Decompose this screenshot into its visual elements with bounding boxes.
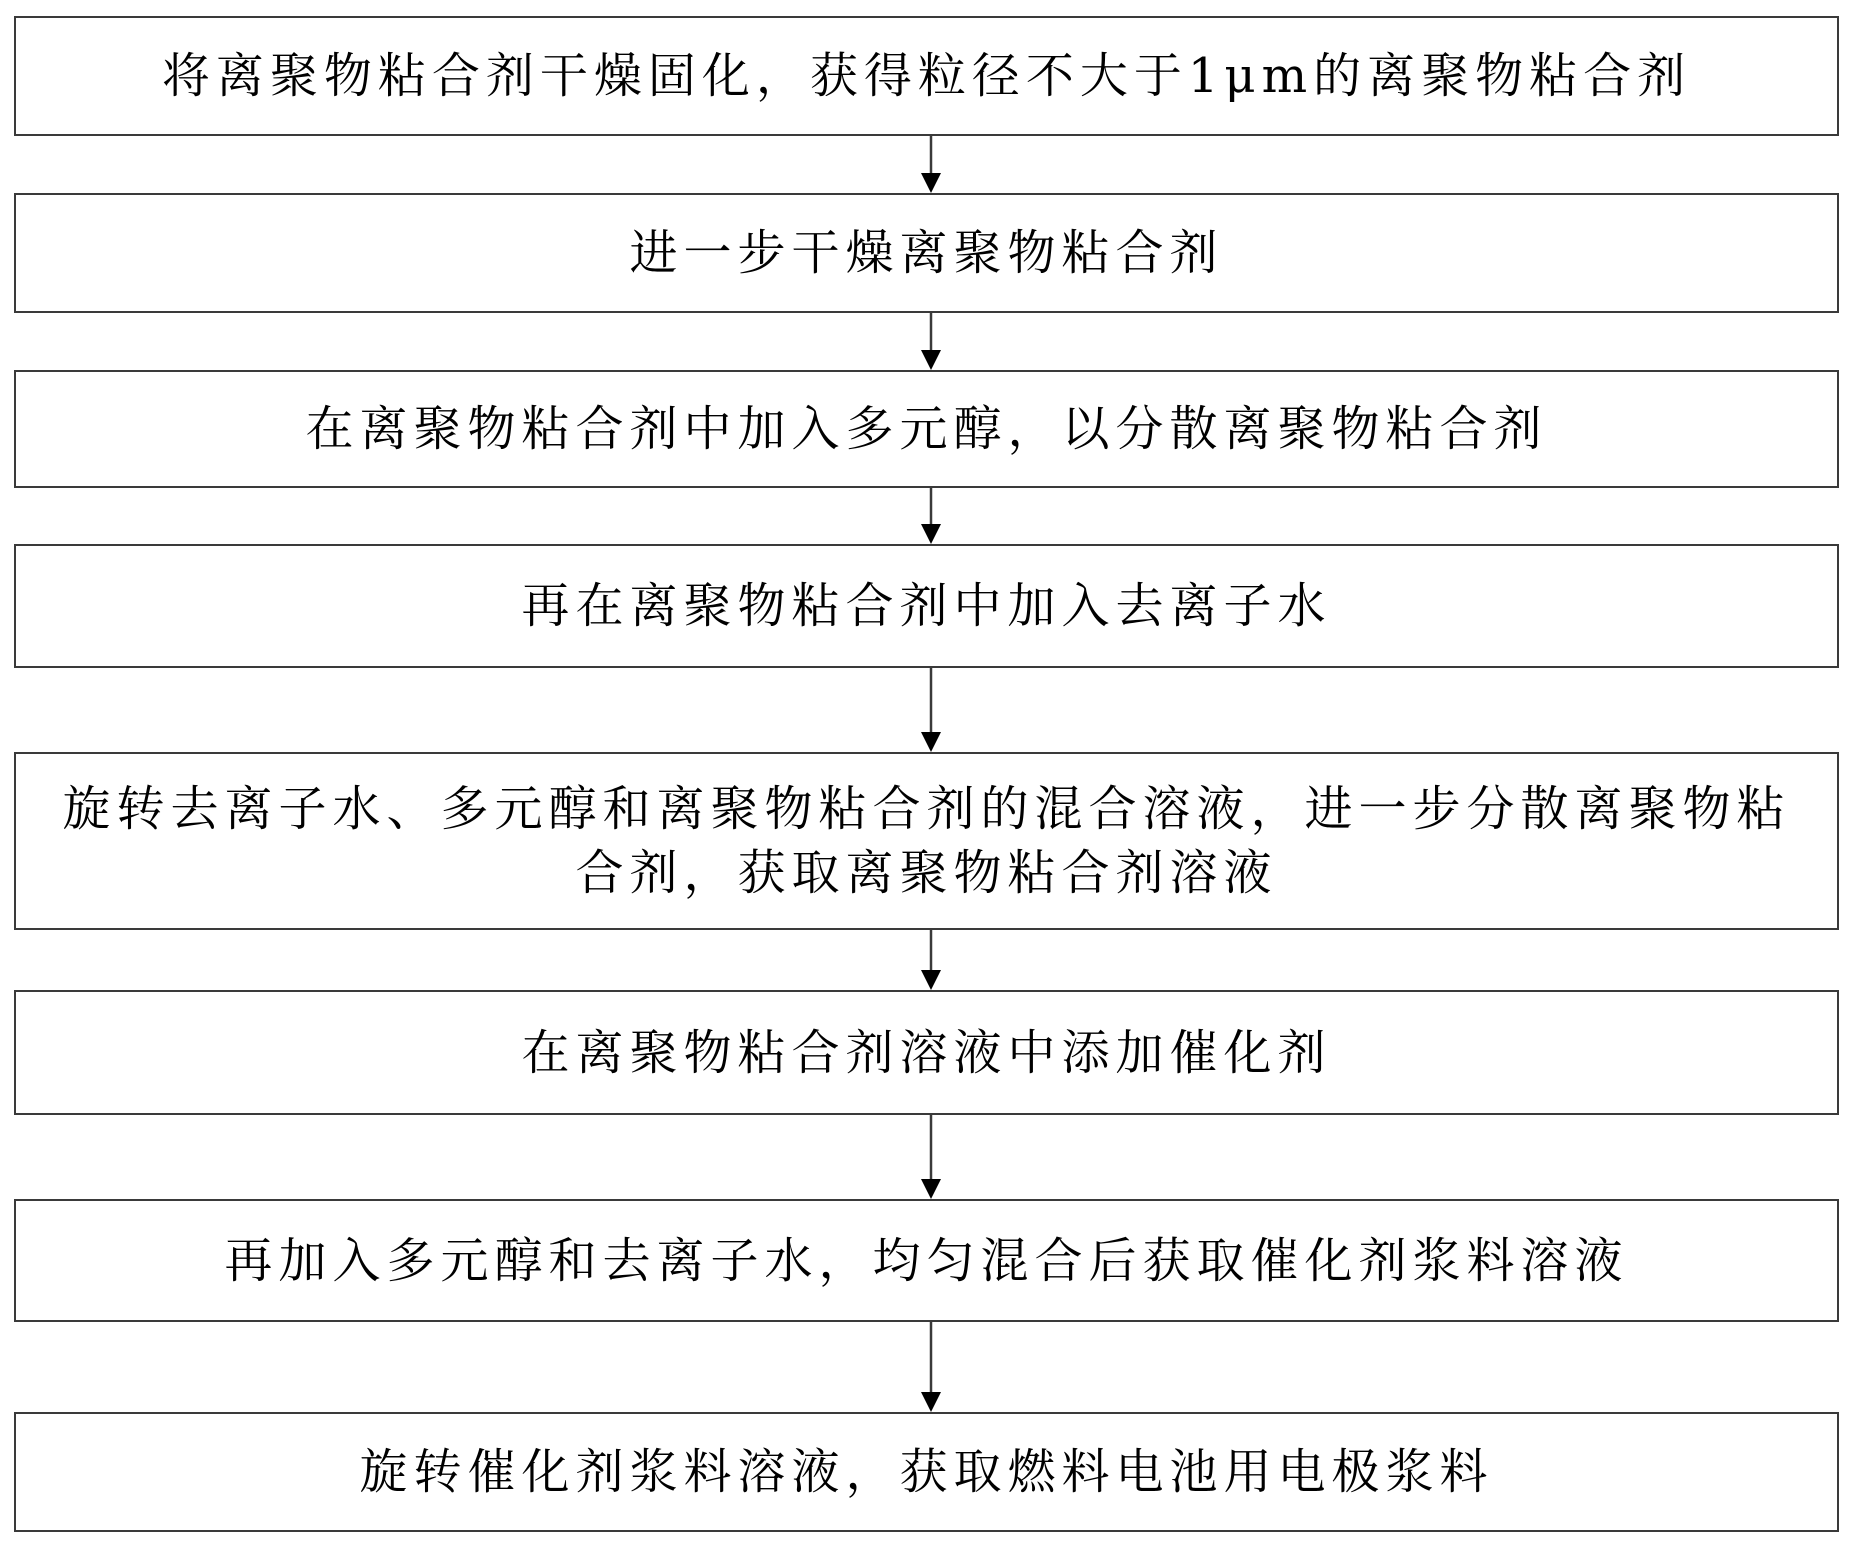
arrow-4-to-5 xyxy=(921,668,941,752)
arrow-7-to-8 xyxy=(921,1322,941,1412)
step-text-6: 在离聚物粘合剂溶液中添加催化剂 xyxy=(521,1024,1332,1081)
step-text-7: 再加入多元醇和去离子水，均匀混合后获取催化剂浆料溶液 xyxy=(224,1232,1629,1289)
step-text-3: 在离聚物粘合剂中加入多元醇，以分散离聚物粘合剂 xyxy=(305,401,1548,457)
step-text-5: 旋转去离子水、多元醇和离聚物粘合剂的混合溶液，进一步分散离聚物粘合剂，获取离聚物粘合剂溶液 xyxy=(62,781,1791,901)
arrow-1-to-2 xyxy=(921,136,941,193)
step-text-4: 再在离聚物粘合剂中加入去离子水 xyxy=(521,578,1332,634)
step-text-1: 将离聚物粘合剂干燥固化，获得粒径不大于1μm的离聚物粘合剂 xyxy=(161,48,1692,104)
arrow-6-to-7 xyxy=(921,1115,941,1199)
step-text-8: 旋转催化剂浆料溶液，获取燃料电池用电极浆料 xyxy=(359,1444,1494,1500)
arrow-5-to-6 xyxy=(921,930,941,990)
arrow-2-to-3 xyxy=(921,313,941,370)
arrow-3-to-4 xyxy=(921,488,941,544)
step-text-2: 进一步干燥离聚物粘合剂 xyxy=(629,225,1224,281)
